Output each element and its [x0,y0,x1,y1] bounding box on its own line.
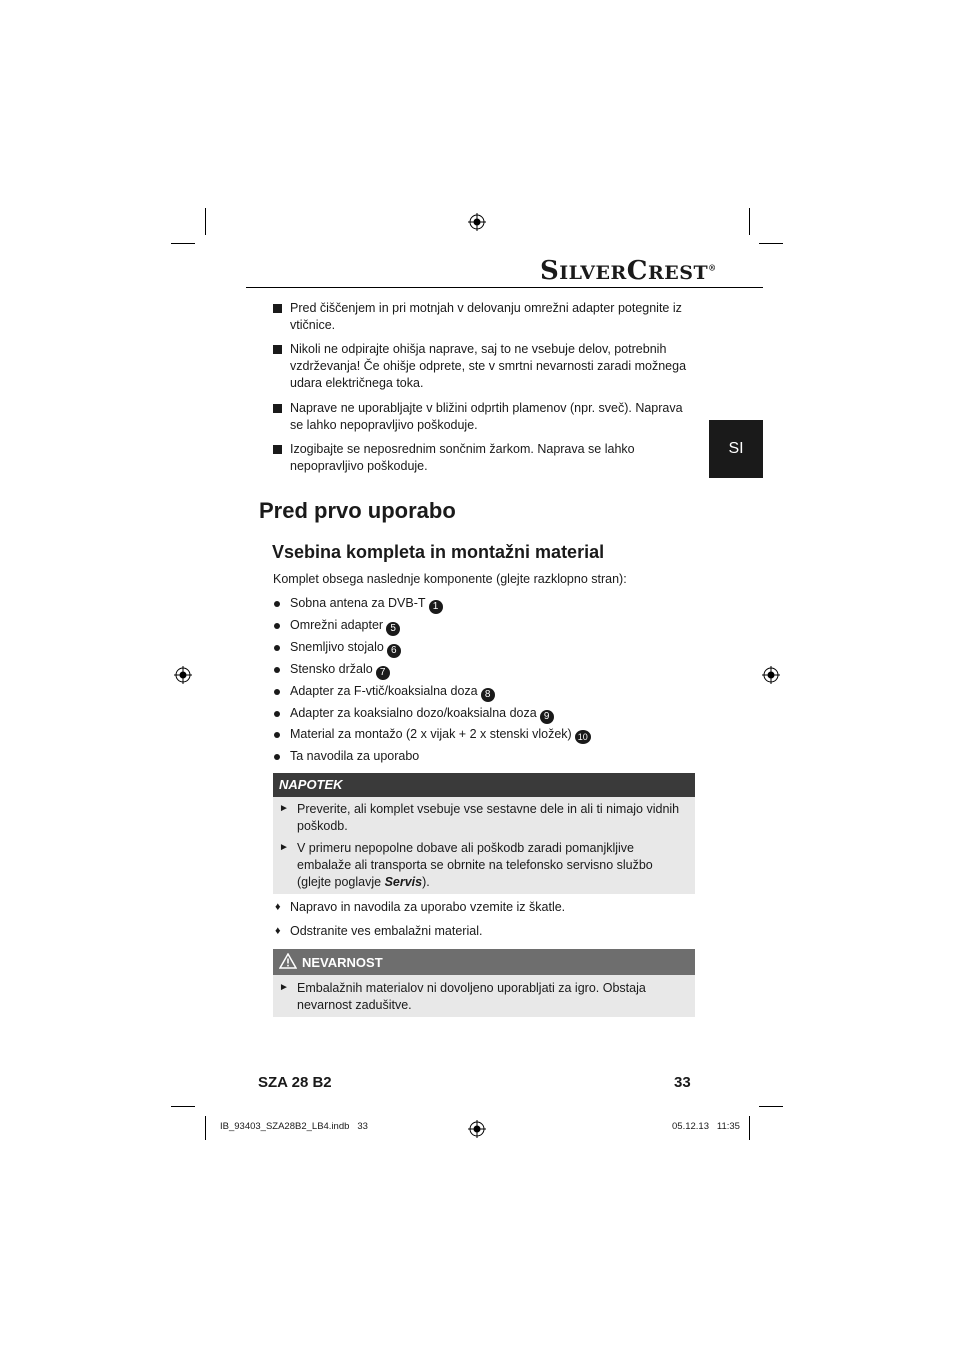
bullet-dot-icon [274,711,280,717]
header-rule [246,287,763,288]
list-item: Stensko držalo 7 [290,661,390,680]
bullet-dot-icon [274,623,280,629]
safety-item: Naprave ne uporabljajte v bližini odprtih plamenov (npr. sveč). Naprava se lahko nepopravljivo poškoduje. [290,401,683,432]
registration-mark-icon [762,666,780,684]
safety-item: Pred čiščenjem in pri motnjah v delovanju omrežni adapter potegnite iz vtičnice. [290,301,682,332]
square-bullet-icon [273,445,282,454]
bullet-dot-icon [274,601,280,607]
crop-mark [205,208,206,235]
arrow-right-icon: ► [279,982,289,993]
print-slug-file: IB_93403_SZA28B2_LB4.indb 33 [220,1121,368,1132]
square-bullet-icon [273,404,282,413]
item-number-badge: 6 [387,644,401,658]
registration-mark-icon [468,1120,486,1138]
crop-mark [749,208,750,235]
list-item: Snemljivo stojalo 6 [290,639,401,658]
item-number-badge: 5 [386,622,400,636]
bullet-dot-icon [274,667,280,673]
warning-triangle-icon [279,953,297,969]
note-item: V primeru nepopolne dobave ali poškodb zaradi pomanjkljive embalaže ali transporta se obrnite na telefonsko servisno službo (glejte poglavje Servis). [297,841,653,889]
bullet-dot-icon [274,645,280,651]
item-number-badge: 9 [540,710,554,724]
list-item: Adapter za F-vtič/koaksialna doza 8 [290,683,495,702]
danger-header: NEVARNOST [273,949,695,975]
danger-item: Embalažnih materialov ni dovoljeno uporabljati za igro. Obstaja nevarnost zadušitve. [297,981,646,1012]
bullet-dot-icon [274,689,280,695]
page-title: Pred prvo uporabo [259,498,456,523]
print-slug-date: 05.12.13 11:35 [672,1121,740,1132]
crop-mark [205,1116,206,1140]
diamond-bullet-icon: ♦ [275,901,281,913]
bullet-dot-icon [274,754,280,760]
list-item: Sobna antena za DVB-T 1 [290,595,443,614]
bullet-dot-icon [274,732,280,738]
safety-item: Nikoli ne odpirajte ohišja naprave, saj to ne vsebuje delov, potrebnih vzdrževanja! Če ohišje odprete, ste v smrtni nevarnosti zaradi možnega udara električnega toka. [290,342,687,390]
item-number-badge: 10 [575,730,591,744]
list-item: Adapter za koaksialno dozo/koaksialna doza 9 [290,705,554,724]
list-item: Omrežni adapter 5 [290,617,400,636]
crop-mark [171,1106,195,1107]
crop-mark [171,243,195,244]
registration-mark-icon [174,666,192,684]
language-tab: SI [709,420,763,478]
diamond-bullet-icon: ♦ [275,925,281,937]
arrow-right-icon: ► [279,803,289,814]
page-number: 33 [674,1074,691,1091]
step-item: Odstranite ves embalažni material. [290,924,483,938]
crop-mark [759,1106,783,1107]
item-number-badge: 8 [481,688,495,702]
safety-item: Izogibajte se neposrednim sončnim žarkom. Naprava se lahko nepopravljivo poškoduje. [290,442,635,473]
list-item: Material za montažo (2 x vijak + 2 x stenski vložek) 10 [290,726,591,744]
item-number-badge: 1 [429,600,443,614]
model-number: SZA 28 B2 [258,1074,332,1091]
section-heading: Vsebina kompleta in montažni material [272,542,605,562]
arrow-right-icon: ► [279,842,289,853]
intro-text: Komplet obsega naslednje komponente (glejte razklopno stran): [273,572,627,586]
item-number-badge: 7 [376,666,390,680]
note-item: Preverite, ali komplet vsebuje vse sestavne dele in ali ti nimajo vidnih poškodb. [297,802,680,833]
square-bullet-icon [273,304,282,313]
registration-mark-icon [468,213,486,231]
silvercrest-logo: SILVERCREST® [540,256,717,286]
square-bullet-icon [273,345,282,354]
crop-mark [749,1116,750,1140]
step-item: Napravo in navodila za uporabo vzemite iz škatle. [290,900,566,914]
list-item: Ta navodila za uporabo [290,749,420,763]
note-header: NAPOTEK [273,773,695,797]
crop-mark [759,243,783,244]
